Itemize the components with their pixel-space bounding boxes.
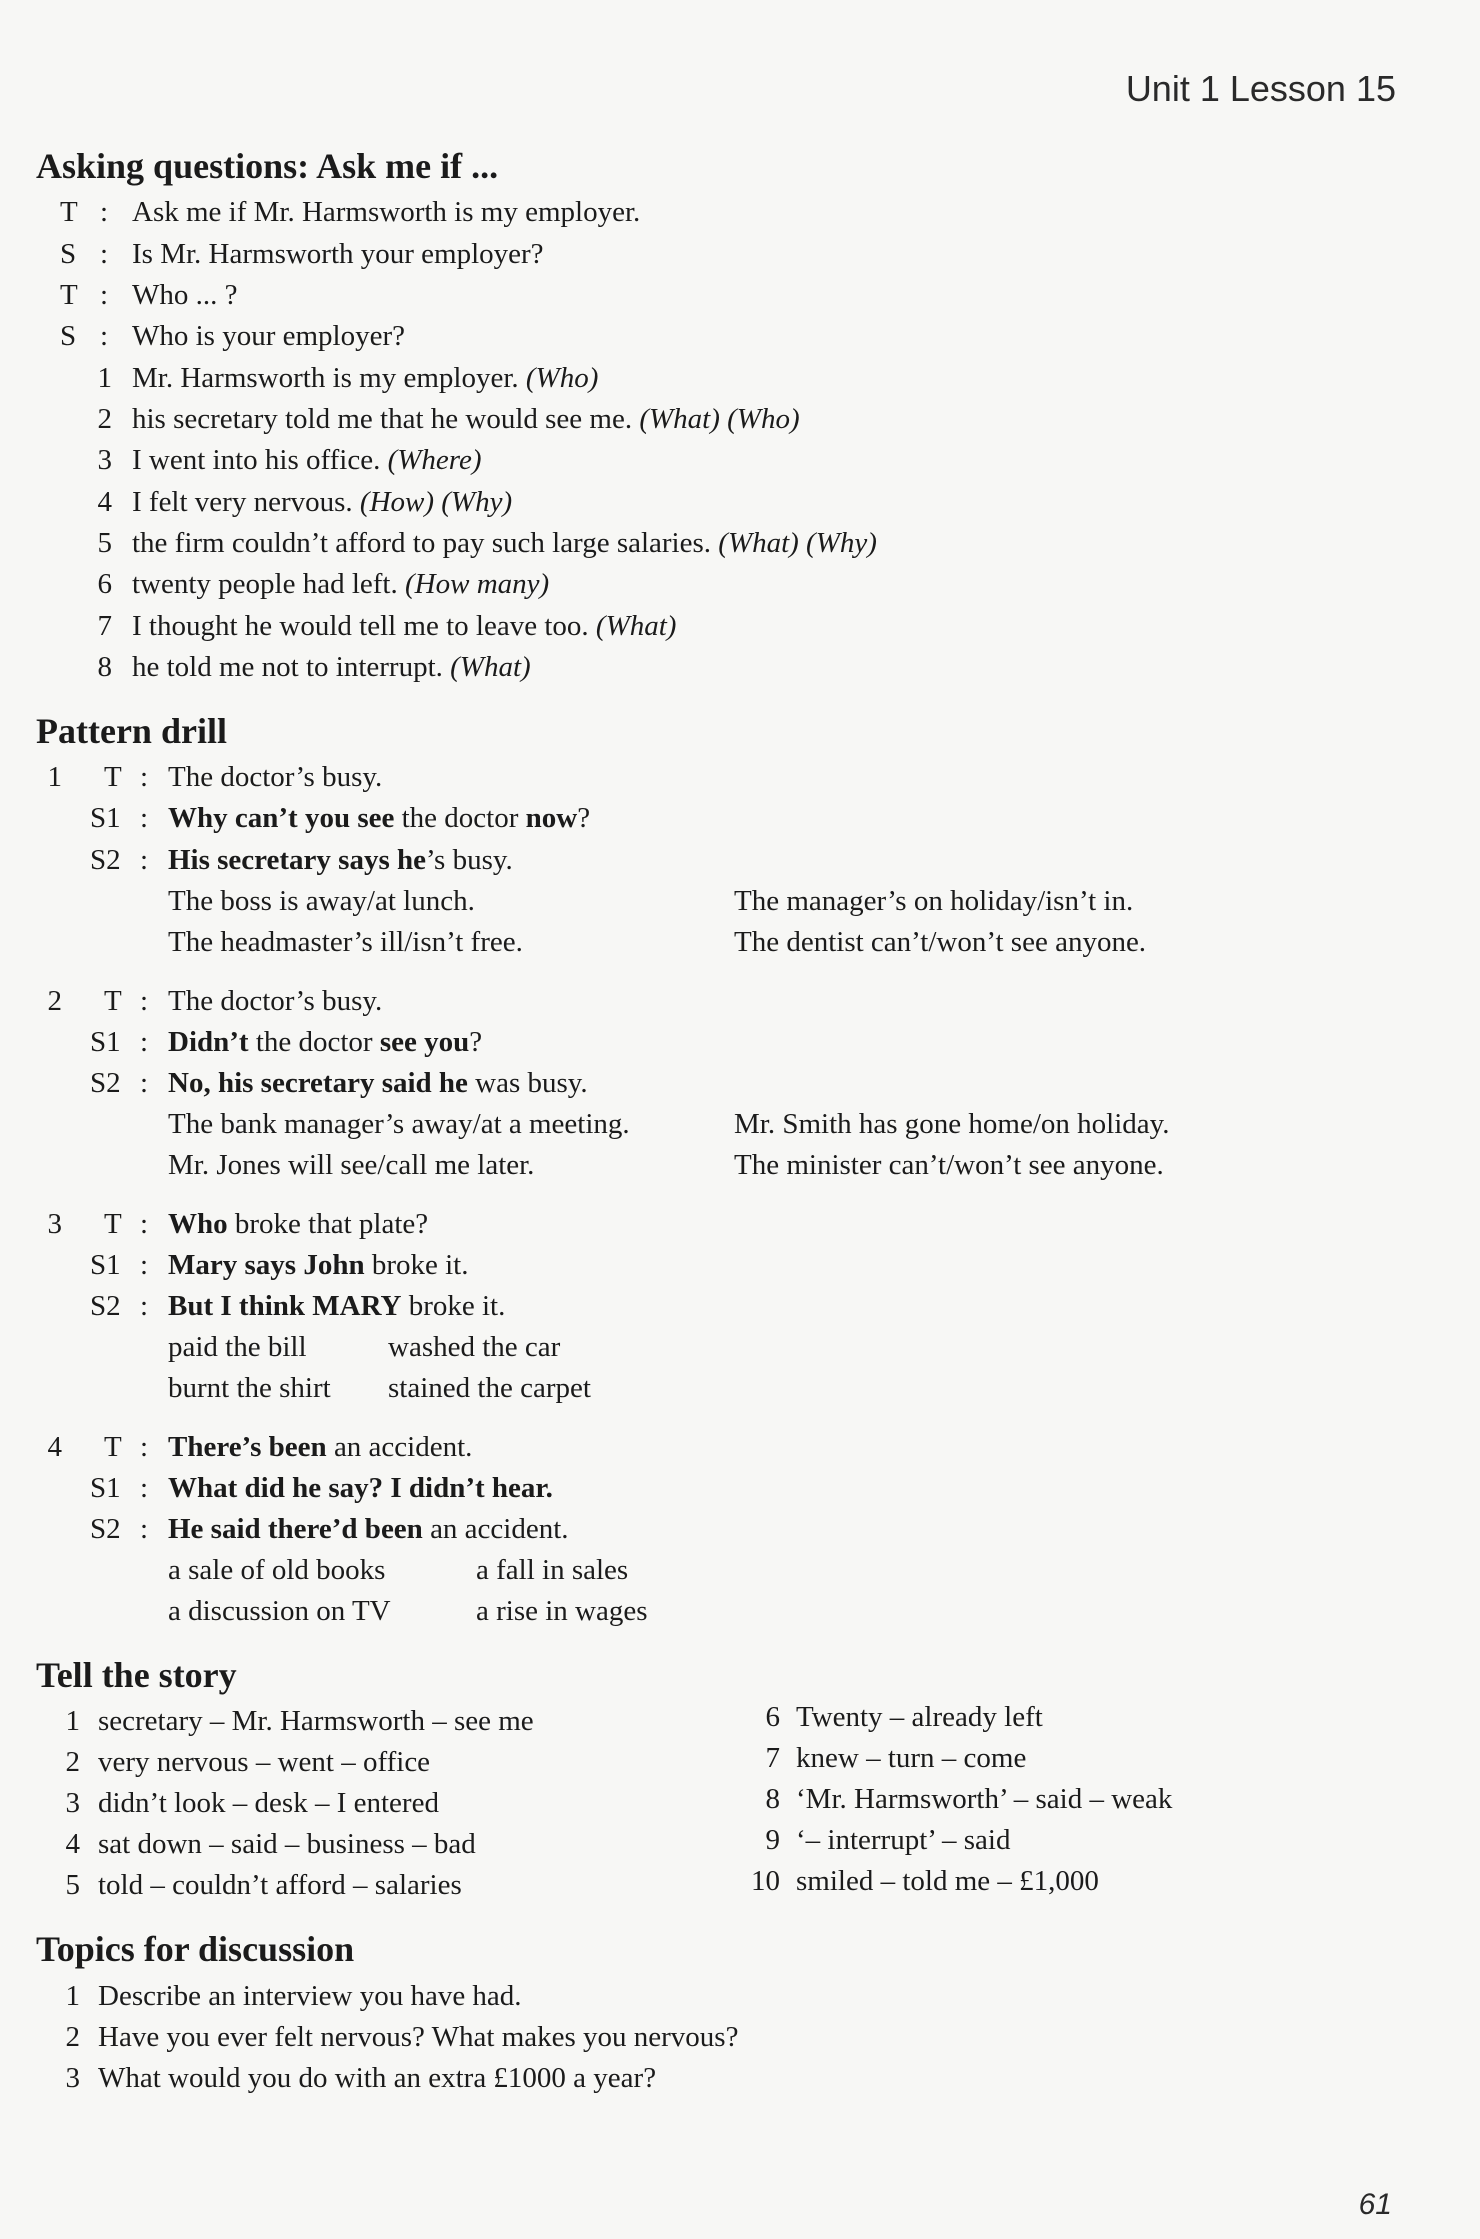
drill-number: 3 <box>47 1208 62 1240</box>
speaker-label: S1 <box>90 1026 121 1058</box>
speaker-label: T <box>104 761 122 793</box>
topics-heading: Topics for discussion <box>36 1929 355 1969</box>
list-item: secretary – Mr. Harmsworth – see me <box>98 1705 534 1737</box>
colon: : <box>140 1472 149 1504</box>
list-item: very nervous – went – office <box>98 1746 431 1778</box>
item-number: 3 <box>65 2062 80 2094</box>
drill-line: There’s been an accident. <box>168 1431 473 1463</box>
cue-item: a sale of old books <box>168 1554 386 1586</box>
dialog-line: Ask me if Mr. Harmsworth is my employer. <box>132 196 641 228</box>
colon: : <box>140 1026 149 1058</box>
list-item: the firm couldn’t afford to pay such large salaries. (What) (Why) <box>132 527 877 559</box>
list-item: Mr. Harmsworth is my employer. (Who) <box>132 362 599 394</box>
cue-item: The bank manager’s away/at a meeting. <box>168 1108 630 1140</box>
colon: : <box>140 1431 149 1463</box>
item-number: 9 <box>765 1824 780 1856</box>
drill-line: But I think MARY broke it. <box>168 1290 506 1322</box>
item-number: 2 <box>65 2021 80 2053</box>
colon: : <box>140 844 149 876</box>
item-number: 6 <box>97 568 112 600</box>
list-item: didn’t look – desk – I entered <box>98 1787 439 1819</box>
list-item: Have you ever felt nervous? What makes you nervous? <box>98 2021 739 2053</box>
speaker-label: S2 <box>90 1290 121 1322</box>
colon: : <box>140 1067 149 1099</box>
pattern-drill-heading: Pattern drill <box>36 711 227 751</box>
cue-item: a discussion on TV <box>168 1595 391 1627</box>
speaker-label: S2 <box>90 1067 121 1099</box>
drill-line: The doctor’s busy. <box>168 761 383 793</box>
speaker-label: T <box>104 985 122 1017</box>
cue-item: The manager’s on holiday/isn’t in. <box>734 885 1134 917</box>
drill-line: Why can’t you see the doctor now? <box>168 802 591 834</box>
list-item: I thought he would tell me to leave too. (What) <box>132 610 677 642</box>
list-item: What would you do with an extra £1000 a year? <box>98 2062 657 2094</box>
cue-item: a fall in sales <box>476 1554 629 1586</box>
drill-line: He said there’d been an accident. <box>168 1513 569 1545</box>
item-number: 8 <box>765 1783 780 1815</box>
list-item: sat down – said – business – bad <box>98 1828 476 1860</box>
item-number: 10 <box>751 1865 780 1897</box>
speaker-label: S1 <box>90 1472 121 1504</box>
list-item: Twenty – already left <box>796 1701 1043 1733</box>
cue-item: a rise in wages <box>476 1595 648 1627</box>
item-number: 7 <box>765 1742 780 1774</box>
colon: : <box>140 802 149 834</box>
item-number: 2 <box>97 403 112 435</box>
item-number: 3 <box>97 444 112 476</box>
colon: : <box>100 279 109 311</box>
drill-number: 2 <box>47 985 62 1017</box>
drill-line: Who broke that plate? <box>168 1208 429 1240</box>
colon: : <box>140 761 149 793</box>
drill-line: Didn’t the doctor see you? <box>168 1026 483 1058</box>
asking-questions-heading: Asking questions: Ask me if ... <box>36 146 499 186</box>
drill-line: The doctor’s busy. <box>168 985 383 1017</box>
speaker-label: T <box>104 1208 122 1240</box>
item-number: 6 <box>765 1701 780 1733</box>
list-item: ‘Mr. Harmsworth’ – said – weak <box>796 1783 1173 1815</box>
speaker-label: T <box>104 1431 122 1463</box>
item-number: 1 <box>65 1705 80 1737</box>
dialog-line: Who ... ? <box>132 279 238 311</box>
running-header: Unit 1 Lesson 15 <box>1125 68 1396 109</box>
page-number: 61 <box>1358 2188 1392 2221</box>
speaker-label: S1 <box>90 802 121 834</box>
colon: : <box>140 1290 149 1322</box>
list-item: twenty people had left. (How many) <box>132 568 550 600</box>
colon: : <box>140 985 149 1017</box>
item-number: 7 <box>97 610 112 642</box>
cue-item: burnt the shirt <box>168 1372 331 1404</box>
colon: : <box>100 320 109 352</box>
speaker-label: S1 <box>90 1249 121 1281</box>
colon: : <box>140 1513 149 1545</box>
item-number: 5 <box>97 527 112 559</box>
item-number: 4 <box>97 486 112 518</box>
colon: : <box>100 238 109 270</box>
cue-item: stained the carpet <box>388 1372 591 1404</box>
item-number: 4 <box>65 1828 80 1860</box>
item-number: 3 <box>65 1787 80 1819</box>
drill-line: His secretary says he’s busy. <box>168 844 513 876</box>
cue-item: Mr. Smith has gone home/on holiday. <box>734 1108 1170 1140</box>
speaker-label: S2 <box>90 844 121 876</box>
colon: : <box>100 196 109 228</box>
dialog-line: Who is your employer? <box>132 320 406 352</box>
drill-line: Mary says John broke it. <box>168 1249 469 1281</box>
list-item: his secretary told me that he would see me. (What) (Who) <box>132 403 800 435</box>
cue-item: The headmaster’s ill/isn’t free. <box>168 926 523 958</box>
tell-the-story-heading: Tell the story <box>36 1655 237 1695</box>
colon: : <box>140 1208 149 1240</box>
cue-item: The minister can’t/won’t see anyone. <box>734 1149 1164 1181</box>
cue-item: The dentist can’t/won’t see anyone. <box>734 926 1147 958</box>
cue-item: Mr. Jones will see/call me later. <box>168 1149 535 1181</box>
cue-item: The boss is away/at lunch. <box>168 885 475 917</box>
list-item: told – couldn’t afford – salaries <box>98 1869 462 1901</box>
list-item: I felt very nervous. (How) (Why) <box>132 486 513 518</box>
list-item: he told me not to interrupt. (What) <box>132 651 531 683</box>
cue-item: paid the bill <box>168 1331 307 1363</box>
drill-number: 1 <box>47 761 62 793</box>
list-item: Describe an interview you have had. <box>98 1980 522 2012</box>
drill-number: 4 <box>47 1431 62 1463</box>
speaker-label: S <box>60 320 77 352</box>
list-item: knew – turn – come <box>796 1742 1027 1774</box>
speaker-label: T <box>60 196 78 228</box>
item-number: 1 <box>65 1980 80 2012</box>
speaker-label: T <box>60 279 78 311</box>
list-item: smiled – told me – £1,000 <box>796 1865 1099 1897</box>
drill-line: What did he say? I didn’t hear. <box>168 1472 553 1504</box>
item-number: 1 <box>97 362 112 394</box>
item-number: 2 <box>65 1746 80 1778</box>
cue-item: washed the car <box>388 1331 561 1363</box>
speaker-label: S2 <box>90 1513 121 1545</box>
list-item: I went into his office. (Where) <box>132 444 482 476</box>
item-number: 8 <box>97 651 112 683</box>
drill-line: No, his secretary said he was busy. <box>168 1067 588 1099</box>
list-item: ‘– interrupt’ – said <box>796 1824 1011 1856</box>
item-number: 5 <box>65 1869 80 1901</box>
dialog-line: Is Mr. Harmsworth your employer? <box>132 238 544 270</box>
colon: : <box>140 1249 149 1281</box>
speaker-label: S <box>60 238 77 270</box>
